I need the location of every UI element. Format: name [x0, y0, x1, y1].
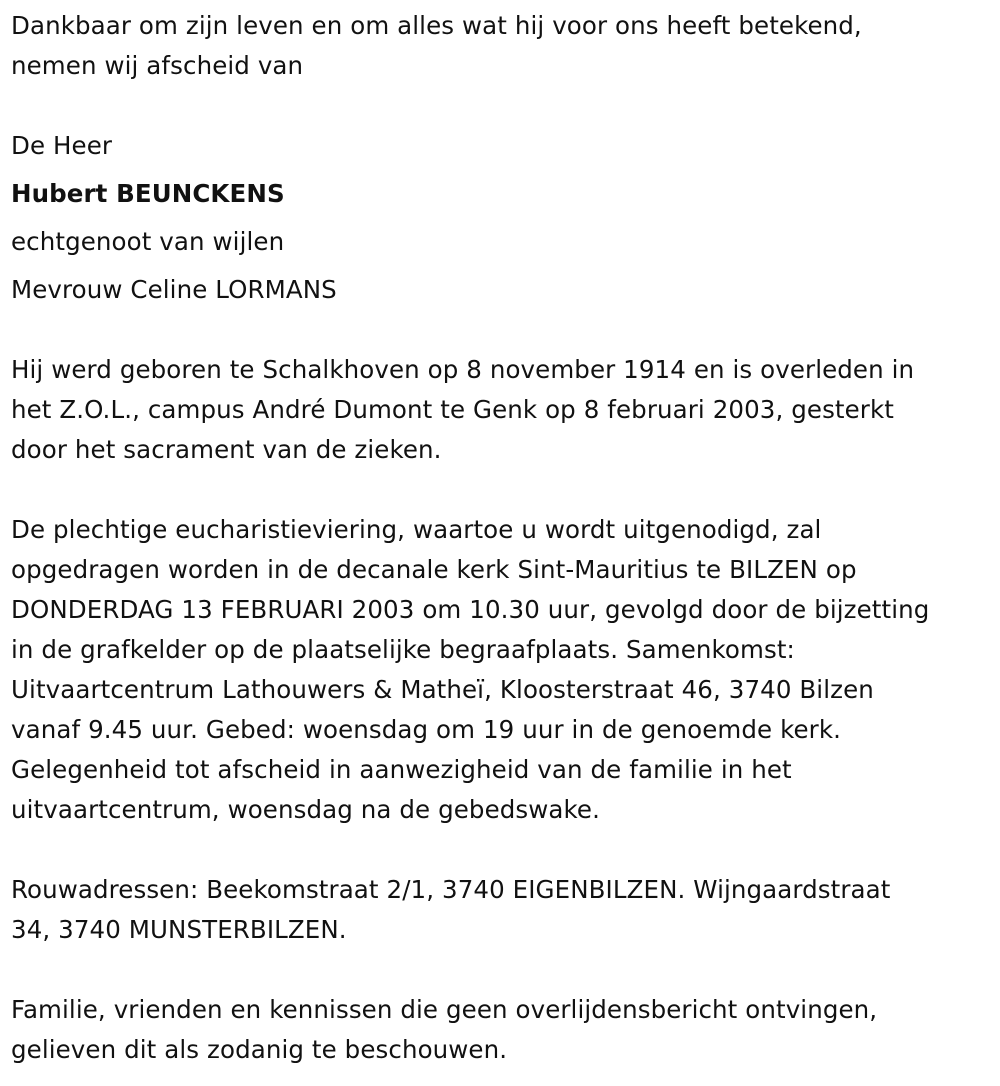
ceremony-line: Gelegenheid tot afscheid in aanwezigheid van de familie in het	[11, 755, 792, 784]
birth-death-line: Hij werd geboren te Schalkhoven op 8 november 1914 en is overleden in	[11, 355, 915, 384]
ceremony-line: in de grafkelder op de plaatselijke begraafplaats. Samenkomst:	[11, 635, 795, 664]
deceased-relation: echtgenoot van wijlen	[11, 227, 285, 256]
deceased-name: Hubert BEUNCKENS	[11, 179, 285, 208]
intro-line: nemen wij afscheid van	[11, 51, 304, 80]
addresses-line: 34, 3740 MUNSTERBILZEN.	[11, 915, 347, 944]
deceased-title: De Heer	[11, 131, 113, 160]
addresses-line: Rouwadressen: Beekomstraat 2/1, 3740 EIGENBILZEN. Wijngaardstraat	[11, 875, 891, 904]
ceremony-line: uitvaartcentrum, woensdag na de gebedswake.	[11, 795, 600, 824]
birth-death-line: het Z.O.L., campus André Dumont te Genk op 8 februari 2003, gesterkt	[11, 395, 894, 424]
spouse-name: Mevrouw Celine LORMANS	[11, 275, 337, 304]
ceremony-line: De plechtige eucharistieviering, waartoe u wordt uitgenodigd, zal	[11, 515, 822, 544]
closing-line: Familie, vrienden en kennissen die geen overlijdensbericht ontvingen,	[11, 995, 878, 1024]
ceremony-line: opgedragen worden in de decanale kerk Sint-Mauritius te BILZEN op	[11, 555, 857, 584]
ceremony-line: DONDERDAG 13 FEBRUARI 2003 om 10.30 uur, gevolgd door de bijzetting	[11, 595, 930, 624]
ceremony-line: Uitvaartcentrum Lathouwers & Matheï, Kloosterstraat 46, 3740 Bilzen	[11, 675, 874, 704]
intro-line: Dankbaar om zijn leven en om alles wat hij voor ons heeft betekend,	[11, 11, 862, 40]
closing-paragraph	[11, 990, 877, 1070]
birth-death-paragraph	[11, 350, 914, 470]
addresses-paragraph	[11, 870, 890, 950]
closing-line: gelieven dit als zodanig te beschouwen.	[11, 1035, 508, 1064]
ceremony-line: vanaf 9.45 uur. Gebed: woensdag om 19 uur in de genoemde kerk.	[11, 715, 842, 744]
ceremony-paragraph	[11, 510, 929, 830]
birth-death-line: door het sacrament van de zieken.	[11, 435, 442, 464]
intro-paragraph	[11, 6, 862, 86]
